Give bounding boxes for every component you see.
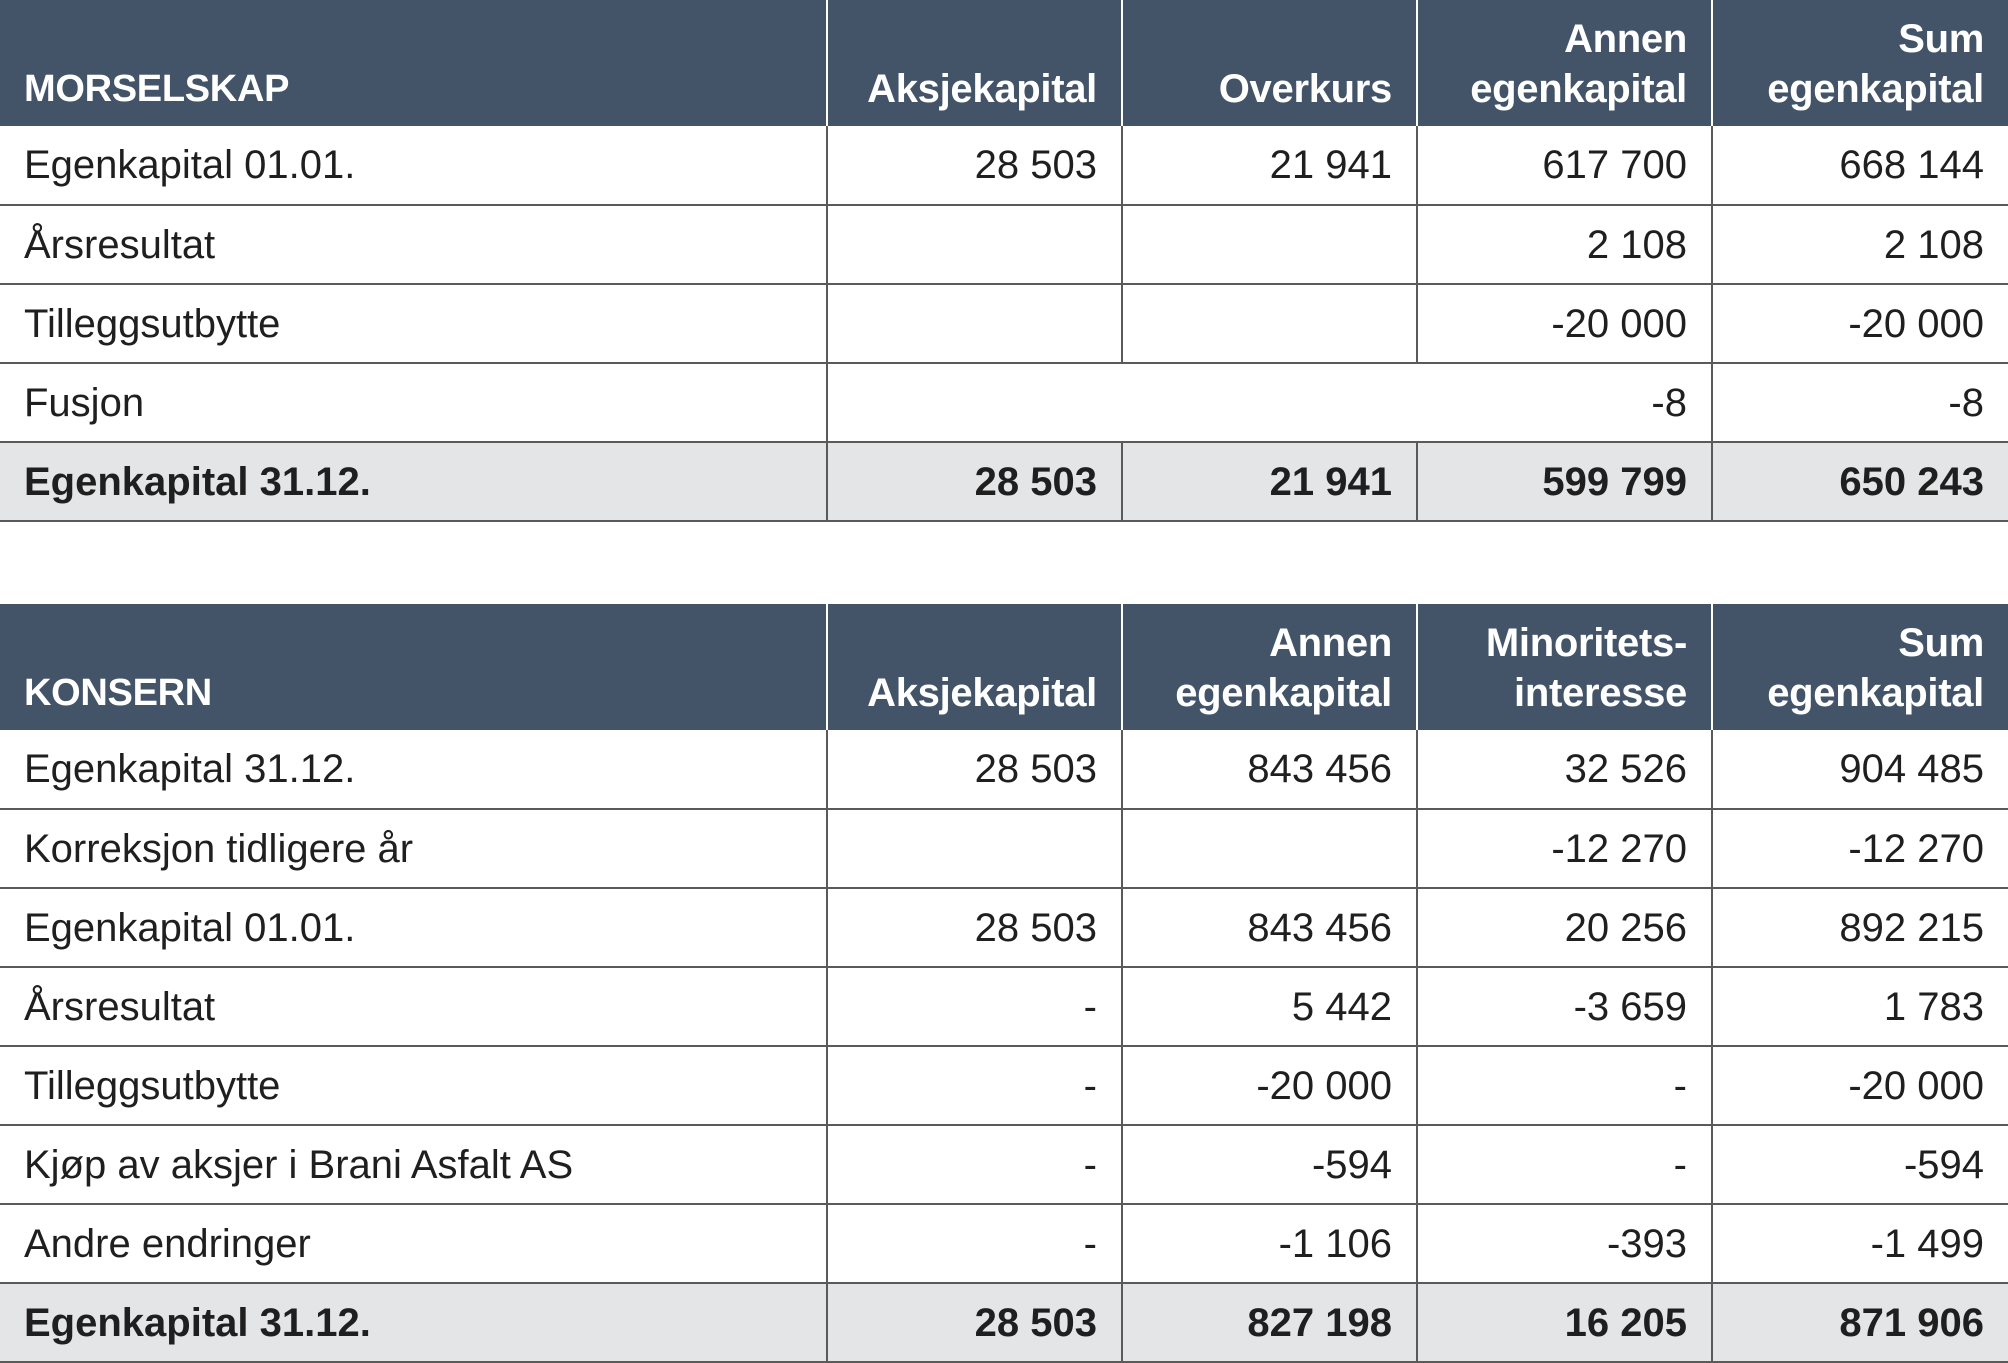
header-annen-egenkapital: Annen egenkapital (1122, 604, 1417, 730)
cell-overkurs (1122, 284, 1417, 363)
cell-minoritet: - (1417, 1046, 1712, 1125)
row-label: Årsresultat (0, 967, 827, 1046)
total-sum: 650 243 (1712, 442, 2008, 521)
row-label: Årsresultat (0, 205, 827, 284)
cell-sum: -1 499 (1712, 1204, 2008, 1283)
table-row (0, 730, 2008, 809)
header-morselskap: MORSELSKAP (0, 0, 827, 126)
header-sum-egenkapital: Sum egenkapital (1712, 0, 2008, 126)
table-row (0, 1204, 2008, 1283)
total-annen: 599 799 (1417, 442, 1712, 521)
total-row (0, 442, 2008, 521)
cell-overkurs: 21 941 (1122, 126, 1417, 205)
row-label: Kjøp av aksjer i Brani Asfalt AS (0, 1125, 827, 1204)
table-header-row (0, 0, 2008, 126)
cell-aksjekapital: 28 503 (827, 888, 1122, 967)
cell-aksjekapital: - (827, 1125, 1122, 1204)
table-header-row (0, 604, 2008, 730)
table-row (0, 888, 2008, 967)
cell-minoritet: -3 659 (1417, 967, 1712, 1046)
header-sum-egenkapital: Sum egenkapital (1712, 604, 2008, 730)
row-label: Egenkapital 01.01. (0, 126, 827, 205)
cell-sum: 668 144 (1712, 126, 2008, 205)
cell-merged-annen: -8 (827, 363, 1712, 442)
cell-aksjekapital: - (827, 967, 1122, 1046)
cell-sum: 2 108 (1712, 205, 2008, 284)
morselskap-table (0, 0, 2008, 522)
cell-minoritet: -393 (1417, 1204, 1712, 1283)
cell-aksjekapital (827, 205, 1122, 284)
cell-sum: 904 485 (1712, 730, 2008, 809)
row-label: Andre endringer (0, 1204, 827, 1283)
total-aksjekapital: 28 503 (827, 1283, 1122, 1362)
cell-annen: -594 (1122, 1125, 1417, 1204)
header-aksjekapital: Aksjekapital (827, 0, 1122, 126)
cell-annen (1122, 809, 1417, 888)
cell-aksjekapital (827, 809, 1122, 888)
total-label: Egenkapital 31.12. (0, 1283, 827, 1362)
header-konsern: KONSERN (0, 604, 827, 730)
table-row (0, 205, 2008, 284)
table-row (0, 126, 2008, 205)
row-label: Tilleggsutbytte (0, 1046, 827, 1125)
konsern-table (0, 604, 2008, 1363)
cell-overkurs (1122, 205, 1417, 284)
total-sum: 871 906 (1712, 1283, 2008, 1362)
cell-sum: -20 000 (1712, 284, 2008, 363)
row-label: Tilleggsutbytte (0, 284, 827, 363)
cell-aksjekapital (827, 284, 1122, 363)
cell-sum: -20 000 (1712, 1046, 2008, 1125)
cell-annen: 617 700 (1417, 126, 1712, 205)
total-row (0, 1283, 2008, 1362)
cell-annen: -20 000 (1122, 1046, 1417, 1125)
cell-annen: 843 456 (1122, 888, 1417, 967)
cell-minoritet: - (1417, 1125, 1712, 1204)
row-label: Fusjon (0, 363, 827, 442)
cell-aksjekapital: - (827, 1204, 1122, 1283)
cell-sum: -8 (1712, 363, 2008, 442)
cell-minoritet: 32 526 (1417, 730, 1712, 809)
cell-aksjekapital: 28 503 (827, 730, 1122, 809)
table-row (0, 1125, 2008, 1204)
cell-sum: -594 (1712, 1125, 2008, 1204)
cell-aksjekapital: 28 503 (827, 126, 1122, 205)
header-aksjekapital: Aksjekapital (827, 604, 1122, 730)
row-label: Egenkapital 31.12. (0, 730, 827, 809)
table-row (0, 967, 2008, 1046)
cell-sum: 1 783 (1712, 967, 2008, 1046)
cell-annen: 5 442 (1122, 967, 1417, 1046)
total-minoritet: 16 205 (1417, 1283, 1712, 1362)
total-overkurs: 21 941 (1122, 442, 1417, 521)
header-overkurs: Overkurs (1122, 0, 1417, 126)
table-row (0, 284, 2008, 363)
cell-minoritet: 20 256 (1417, 888, 1712, 967)
cell-sum: 892 215 (1712, 888, 2008, 967)
cell-sum: -12 270 (1712, 809, 2008, 888)
total-annen: 827 198 (1122, 1283, 1417, 1362)
cell-annen: -20 000 (1417, 284, 1712, 363)
cell-annen: 2 108 (1417, 205, 1712, 284)
cell-annen: 843 456 (1122, 730, 1417, 809)
row-label: Korreksjon tidligere år (0, 809, 827, 888)
total-aksjekapital: 28 503 (827, 442, 1122, 521)
table-row (0, 1046, 2008, 1125)
header-annen-egenkapital: Annen egenkapital (1417, 0, 1712, 126)
row-label: Egenkapital 01.01. (0, 888, 827, 967)
cell-aksjekapital: - (827, 1046, 1122, 1125)
table-row (0, 809, 2008, 888)
table-row (0, 363, 2008, 442)
header-minoritetsinteresse: Minoritets- interesse (1417, 604, 1712, 730)
total-label: Egenkapital 31.12. (0, 442, 827, 521)
cell-minoritet: -12 270 (1417, 809, 1712, 888)
cell-annen: -1 106 (1122, 1204, 1417, 1283)
